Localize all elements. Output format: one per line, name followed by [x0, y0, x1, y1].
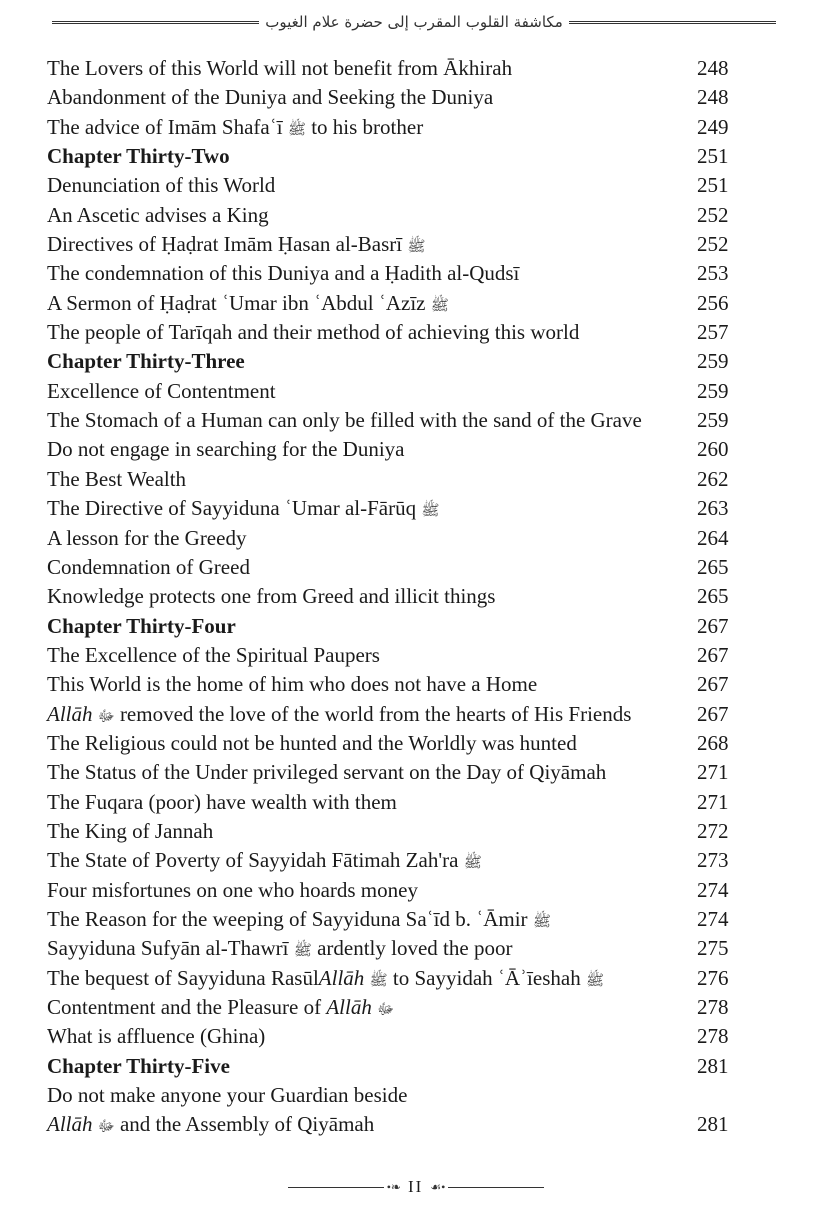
- honorific-icon: ﷻ: [97, 708, 115, 725]
- entry-title: Denunciation of this World: [47, 173, 276, 198]
- honorific-icon: ﷺ: [369, 972, 388, 989]
- toc-entry-row: [47, 113, 737, 142]
- entry-title: The Stomach of a Human can only be filled with the sand of the Grave: [47, 408, 642, 433]
- page-number: II: [407, 1177, 424, 1196]
- entry-page-number: 256: [697, 290, 729, 315]
- entry-page-number: 281: [697, 1112, 729, 1137]
- entry-title: Sayyiduna Sufyān al-Thawrī ﷺ ardently loved the poor: [47, 936, 513, 961]
- toc-entry-row: [47, 406, 737, 435]
- toc-entry-row: [47, 876, 737, 905]
- entry-title: Condemnation of Greed: [47, 554, 250, 579]
- toc-entry-row: [47, 729, 737, 758]
- entry-page-number: 267: [697, 642, 729, 667]
- honorific-icon: ﷻ: [97, 1119, 115, 1136]
- entry-title: The Religious could not be hunted and the Worldly was hunted: [47, 730, 577, 755]
- page-header: [46, 8, 782, 36]
- entry-title: Contentment and the Pleasure of Allāh ﷻ: [47, 995, 395, 1019]
- entry-page-number: 263: [697, 496, 729, 521]
- toc-entry-row: [47, 465, 737, 494]
- entry-page-number: 267: [697, 701, 729, 726]
- chapter-title: Chapter Thirty-Three: [47, 349, 245, 374]
- honorific-icon: ﷺ: [463, 855, 482, 872]
- italic-name: Allāh: [47, 1112, 93, 1137]
- honorific-icon: ﷺ: [585, 972, 605, 989]
- entry-page-number: 265: [697, 584, 729, 609]
- entry-title: The condemnation of this Duniya and a Ḥadith al-Qudsī: [47, 261, 520, 286]
- entry-page-number: 274: [697, 877, 729, 902]
- toc-entry-row: [47, 641, 737, 670]
- entry-title: Abandonment of the Duniya and Seeking the Duniya: [47, 85, 494, 110]
- honorific-icon: ﷺ: [407, 239, 426, 256]
- entry-title: The State of Poverty of Sayyidah Fātimah Zah'ra ﷺ: [47, 848, 482, 873]
- toc-entry-row: [47, 1110, 737, 1139]
- entry-title: What is affluence (Ghina): [47, 1024, 266, 1049]
- toc-entry-row: [47, 553, 737, 582]
- entry-page-number: 275: [697, 936, 729, 961]
- entry-title: Directives of Ḥaḍrat Imām Ḥasan al-Basrī ﷺ: [47, 232, 426, 257]
- toc-entry-row: [47, 846, 737, 875]
- ornament-icon: •❧: [386, 1179, 401, 1194]
- honorific-icon: ﷻ: [377, 1002, 395, 1018]
- honorific-icon: ﷺ: [430, 297, 449, 314]
- ornament-icon: ☙•: [430, 1179, 446, 1194]
- entry-title: Do not make anyone your Guardian beside: [47, 1083, 408, 1108]
- entry-page-number: 260: [697, 437, 729, 462]
- chapter-title: Chapter Thirty-Two: [47, 144, 230, 169]
- entry-title: The advice of Imām Shafaʿī ﷺ to his brother: [47, 114, 424, 139]
- entry-page-number: 268: [697, 730, 729, 755]
- entry-title: Four misfortunes on one who hoards money: [47, 877, 418, 902]
- entry-page-number: 276: [697, 965, 729, 990]
- italic-name: Allāh: [47, 701, 93, 726]
- entry-page-number: 278: [697, 1024, 729, 1049]
- entry-title: The Status of the Under privileged servant on the Day of Qiyāmah: [47, 760, 607, 785]
- toc-entry-row: [47, 435, 737, 464]
- entry-page-number: 252: [697, 232, 729, 257]
- toc-entry-row: [47, 964, 737, 993]
- toc-entry-row: [47, 1022, 737, 1051]
- header-rule-left: [52, 21, 259, 24]
- toc-entry-row: [47, 259, 737, 288]
- entry-title: A Sermon of Ḥaḍrat ʿUmar ibn ʿAbdul ʿAzīz ﷺ: [47, 290, 449, 315]
- italic-name: Allāh: [326, 995, 372, 1019]
- entry-title: Do not engage in searching for the Duniya: [47, 437, 405, 462]
- entry-title: The Best Wealth: [47, 466, 187, 491]
- toc-entry-row: [47, 670, 737, 699]
- honorific-icon: ﷺ: [287, 121, 306, 138]
- entry-title: This World is the home of him who does not have a Home: [47, 672, 538, 697]
- toc-entry-row: [47, 817, 737, 846]
- toc-entry-row: [47, 788, 737, 817]
- entry-page-number: 271: [697, 789, 729, 814]
- entry-title: The bequest of Sayyiduna RasūlAllāh ﷺ to Sayyidah ʿĀʾīeshah ﷺ: [47, 965, 605, 990]
- entry-title: An Ascetic advises a King: [47, 202, 269, 227]
- honorific-icon: ﷺ: [293, 943, 312, 960]
- entry-page-number: 272: [697, 818, 729, 843]
- toc-entry-row: [47, 700, 737, 729]
- entry-title: A lesson for the Greedy: [47, 525, 247, 550]
- entry-title: The Reason for the weeping of Sayyiduna Saʿīd b. ʿĀmir ﷺ: [47, 906, 551, 931]
- chapter-title: Chapter Thirty-Five: [47, 1053, 230, 1078]
- entry-title: The King of Jannah: [47, 818, 214, 843]
- toc-entry-row: [47, 201, 737, 230]
- toc-entry-row: [47, 993, 737, 1022]
- entry-page-number: 248: [697, 85, 729, 110]
- toc-entry-row: [47, 494, 737, 523]
- toc-entry-row: [47, 758, 737, 787]
- entry-title: Allāh ﷻ and the Assembly of Qiyāmah: [47, 1112, 375, 1137]
- toc-entry-row: [47, 582, 737, 611]
- entry-page-number: 267: [697, 672, 729, 697]
- header-title: مكاشفة القلوب المقرب إلى حضرة علام الغيوب: [265, 13, 563, 31]
- toc-entry-row: [47, 1081, 737, 1110]
- entry-title: The Directive of Sayyiduna ʿUmar al-Fārūq ﷺ: [47, 496, 440, 521]
- entry-title: The Excellence of the Spiritual Paupers: [47, 642, 380, 667]
- entry-page-number: 273: [697, 848, 729, 873]
- toc-entry-row: [47, 230, 737, 259]
- header-rule-right: [569, 21, 776, 24]
- chapter-heading-row: [47, 1052, 737, 1081]
- chapter-title: Chapter Thirty-Four: [47, 613, 236, 638]
- entry-title: Excellence of Contentment: [47, 378, 276, 403]
- toc-entry-row: [47, 83, 737, 112]
- entry-page-number: 274: [697, 906, 729, 931]
- footer-rule-right: [448, 1187, 544, 1188]
- entry-page-number: 251: [697, 173, 729, 198]
- entry-title: Allāh ﷻ removed the love of the world from the hearts of His Friends: [47, 701, 632, 726]
- entry-title: The Lovers of this World will not benefit from Ākhirah: [47, 56, 513, 80]
- toc-entry-row: [47, 905, 737, 934]
- toc-entry-row: [47, 289, 737, 318]
- entry-page-number: 248: [697, 56, 729, 80]
- toc-entry-row: [47, 377, 737, 406]
- entry-page-number: 251: [697, 144, 729, 169]
- toc-entry-row: [47, 171, 737, 200]
- chapter-heading-row: [47, 347, 737, 376]
- page-footer: [288, 1176, 544, 1198]
- entry-page-number: 252: [697, 202, 729, 227]
- chapter-heading-row: [47, 142, 737, 171]
- chapter-heading-row: [47, 612, 737, 641]
- toc-entry-row: [47, 524, 737, 553]
- entry-page-number: 264: [697, 525, 729, 550]
- entry-page-number: 253: [697, 261, 729, 286]
- toc-entry-row: [47, 54, 737, 83]
- entry-page-number: 265: [697, 554, 729, 579]
- entry-page-number: 271: [697, 760, 729, 785]
- entry-page-number: 262: [697, 466, 729, 491]
- entry-page-number: 281: [697, 1053, 729, 1078]
- entry-title: Knowledge protects one from Greed and illicit things: [47, 584, 496, 609]
- footer-rule-left: [288, 1187, 384, 1188]
- honorific-icon: ﷺ: [532, 913, 551, 930]
- entry-page-number: 267: [697, 613, 729, 638]
- entry-page-number: 259: [697, 349, 729, 374]
- entry-page-number: 249: [697, 114, 729, 139]
- entry-page-number: 259: [697, 408, 729, 433]
- toc-entry-row: [47, 934, 737, 963]
- entry-title: The people of Tarīqah and their method of achieving this world: [47, 320, 580, 345]
- entry-page-number: 257: [697, 320, 729, 345]
- table-of-contents: [47, 54, 737, 1140]
- entry-page-number: 259: [697, 378, 729, 403]
- toc-entry-row: [47, 318, 737, 347]
- italic-name: Allāh: [318, 965, 365, 990]
- entry-title: The Fuqara (poor) have wealth with them: [47, 789, 397, 814]
- entry-page-number: 278: [697, 995, 729, 1019]
- honorific-icon: ﷺ: [421, 503, 440, 520]
